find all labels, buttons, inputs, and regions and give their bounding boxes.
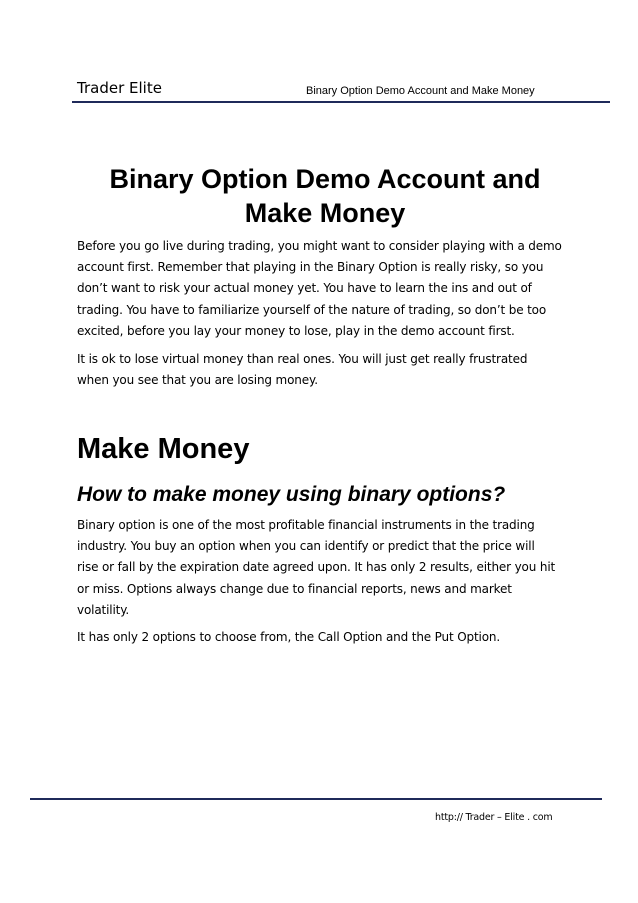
page-title xyxy=(75,162,575,230)
text-line: or miss. Options always change due to financial reports, news and market xyxy=(77,581,512,596)
text-line: excited, before you lay your money to lose, play in the demo account first. xyxy=(77,323,515,338)
text-line: industry. You buy an option when you can identify or predict that the price will xyxy=(77,539,535,554)
text-line: trading. You have to familiarize yourself of the nature of trading, so don’t be too xyxy=(77,302,547,317)
text-line: Binary option is one of the most profitable financial instruments in the trading xyxy=(77,518,535,532)
intro-paragraph-2 xyxy=(77,349,577,391)
text-line: account first. Remember that playing in the Binary Option is really risky, so you xyxy=(77,260,544,275)
footer-divider xyxy=(30,798,602,800)
section-subheading: How to make money using binary options? xyxy=(77,483,506,506)
page-title-line-2: Make Money xyxy=(244,198,406,228)
text-line: rise or fall by the expiration date agreed upon. It has only 2 results, either you hit xyxy=(77,560,556,575)
header-divider xyxy=(72,101,610,103)
text-line: It is ok to lose virtual money than real ones. You will just get really frustrated xyxy=(77,352,528,366)
section-paragraph-2 xyxy=(77,627,577,648)
text-line: Before you go live during trading, you might want to consider playing with a demo xyxy=(77,239,562,253)
page-title-line-1: Binary Option Demo Account and xyxy=(109,164,541,194)
header-site-name: Trader Elite xyxy=(77,79,162,97)
footer-url: http:// Trader – Elite . com xyxy=(435,812,553,823)
section-heading: Make Money xyxy=(77,433,250,465)
text-line: It has only 2 options to choose from, the Call Option and the Put Option. xyxy=(77,630,501,644)
header-doc-title: Binary Option Demo Account and Make Money xyxy=(306,85,535,97)
intro-paragraph-1 xyxy=(77,236,577,342)
text-line: volatility. xyxy=(77,602,130,617)
section-paragraph-1 xyxy=(77,515,577,621)
text-line: when you see that you are losing money. xyxy=(77,373,318,388)
text-line: don’t want to risk your actual money yet. You have to learn the ins and out of xyxy=(77,281,532,296)
